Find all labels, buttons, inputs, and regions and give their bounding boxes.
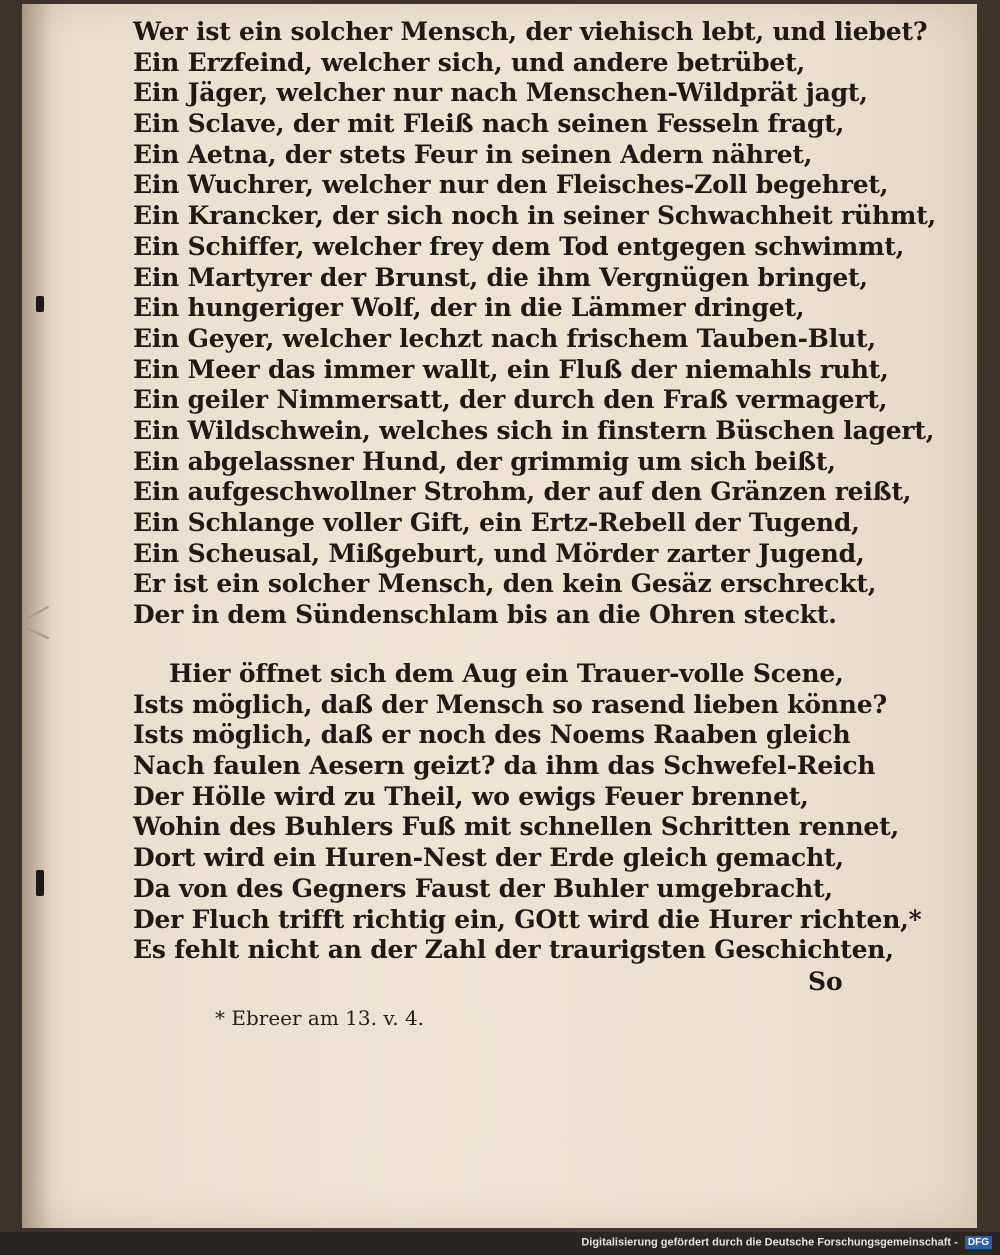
verse-line: Hier öffnet sich dem Aug ein Trauer-volle Scene, [169, 659, 844, 688]
verse-stanza-2 [133, 659, 922, 966]
verse-line: Ein Krancker, der sich noch in seiner Schwachheit rühmt, [133, 201, 937, 231]
verse-line: Ein Martyrer der Brunst, die ihm Vergnügen bringet, [133, 262, 868, 292]
verse-line: Ein hungeriger Wolf, der in die Lämmer dringet, [133, 293, 805, 323]
dfg-logo: DFG [965, 1236, 992, 1249]
verse-line: Nach faulen Aesern geizt? da ihm das Schwefel-Reich [133, 751, 876, 781]
verse-line: Ein Schiffer, welcher frey dem Tod entgegen schwimmt, [133, 231, 905, 261]
verse-line: Ein Wuchrer, welcher nur den Fleisches-Zoll begehret, [133, 170, 889, 200]
verse-line: Wer ist ein solcher Mensch, der viehisch lebt, und liebet? [133, 17, 928, 46]
binding-mark [36, 296, 44, 312]
verse-line: Ein Aetna, der stets Feur in seinen Adern nähret, [133, 139, 813, 169]
verse-line: Ein geiler Nimmersatt, der durch den Fraß vermagert, [133, 385, 888, 415]
catchword: So [808, 967, 843, 996]
verse-line: Der Fluch trifft richtig ein, GOtt wird die Hurer richten,* [133, 904, 922, 934]
verse-line: Dort wird ein Huren-Nest der Erde gleich gemacht, [133, 843, 844, 873]
verse-stanza-1 [133, 17, 937, 631]
verse-line: Ein Wildschwein, welches sich in finstern Büschen lagert, [133, 415, 935, 445]
verse-line: Da von des Gegners Faust der Buhler umgebracht, [133, 873, 833, 903]
digitization-credit [581, 1236, 992, 1249]
verse-line: Ein Jäger, welcher nur nach Menschen-Wildprät jagt, [133, 78, 868, 108]
verse-line: Ein aufgeschwollner Strohm, der auf den Gränzen reißt, [133, 477, 912, 507]
verse-line: Ein Schlange voller Gift, ein Ertz-Rebell der Tugend, [133, 508, 860, 537]
verse-line: Ein abgelassner Hund, der grimmig um sich beißt, [133, 446, 836, 476]
verse-line: Ein Sclave, der mit Fleiß nach seinen Fesseln fragt, [133, 109, 845, 139]
credit-text: Digitalisierung gefördert durch die Deutsche Forschungsgemeinschaft - [581, 1236, 958, 1249]
verse-line: Ists möglich, daß der Mensch so rasend lieben könne? [133, 689, 887, 719]
verse-line: Er ist ein solcher Mensch, den kein Gesäz erschreckt, [133, 569, 877, 599]
verse-line: Ein Scheusal, Mißgeburt, und Mörder zarter Jugend, [133, 538, 865, 568]
verse-line: Ists möglich, daß er noch des Noems Raaben gleich [133, 720, 851, 750]
verse-line: Der Hölle wird zu Theil, wo ewigs Feuer brennet, [133, 781, 809, 811]
verse-line: Der in dem Sündenschlam bis an die Ohren steckt. [133, 600, 837, 630]
verse-line: Ein Meer das immer wallt, ein Fluß der niemahls ruht, [133, 354, 889, 384]
verse-line: Ein Erzfeind, welcher sich, und andere betrübet, [133, 47, 805, 77]
verse-line: Wohin des Buhlers Fuß mit schnellen Schritten rennet, [133, 812, 899, 842]
binding-mark [36, 870, 44, 896]
verse-line: Es fehlt nicht an der Zahl der traurigsten Geschichten, [133, 935, 894, 965]
footnote: * Ebreer am 13. v. 4. [215, 1006, 425, 1030]
verse-line: Ein Geyer, welcher lechzt nach frischem Tauben-Blut, [133, 323, 876, 353]
